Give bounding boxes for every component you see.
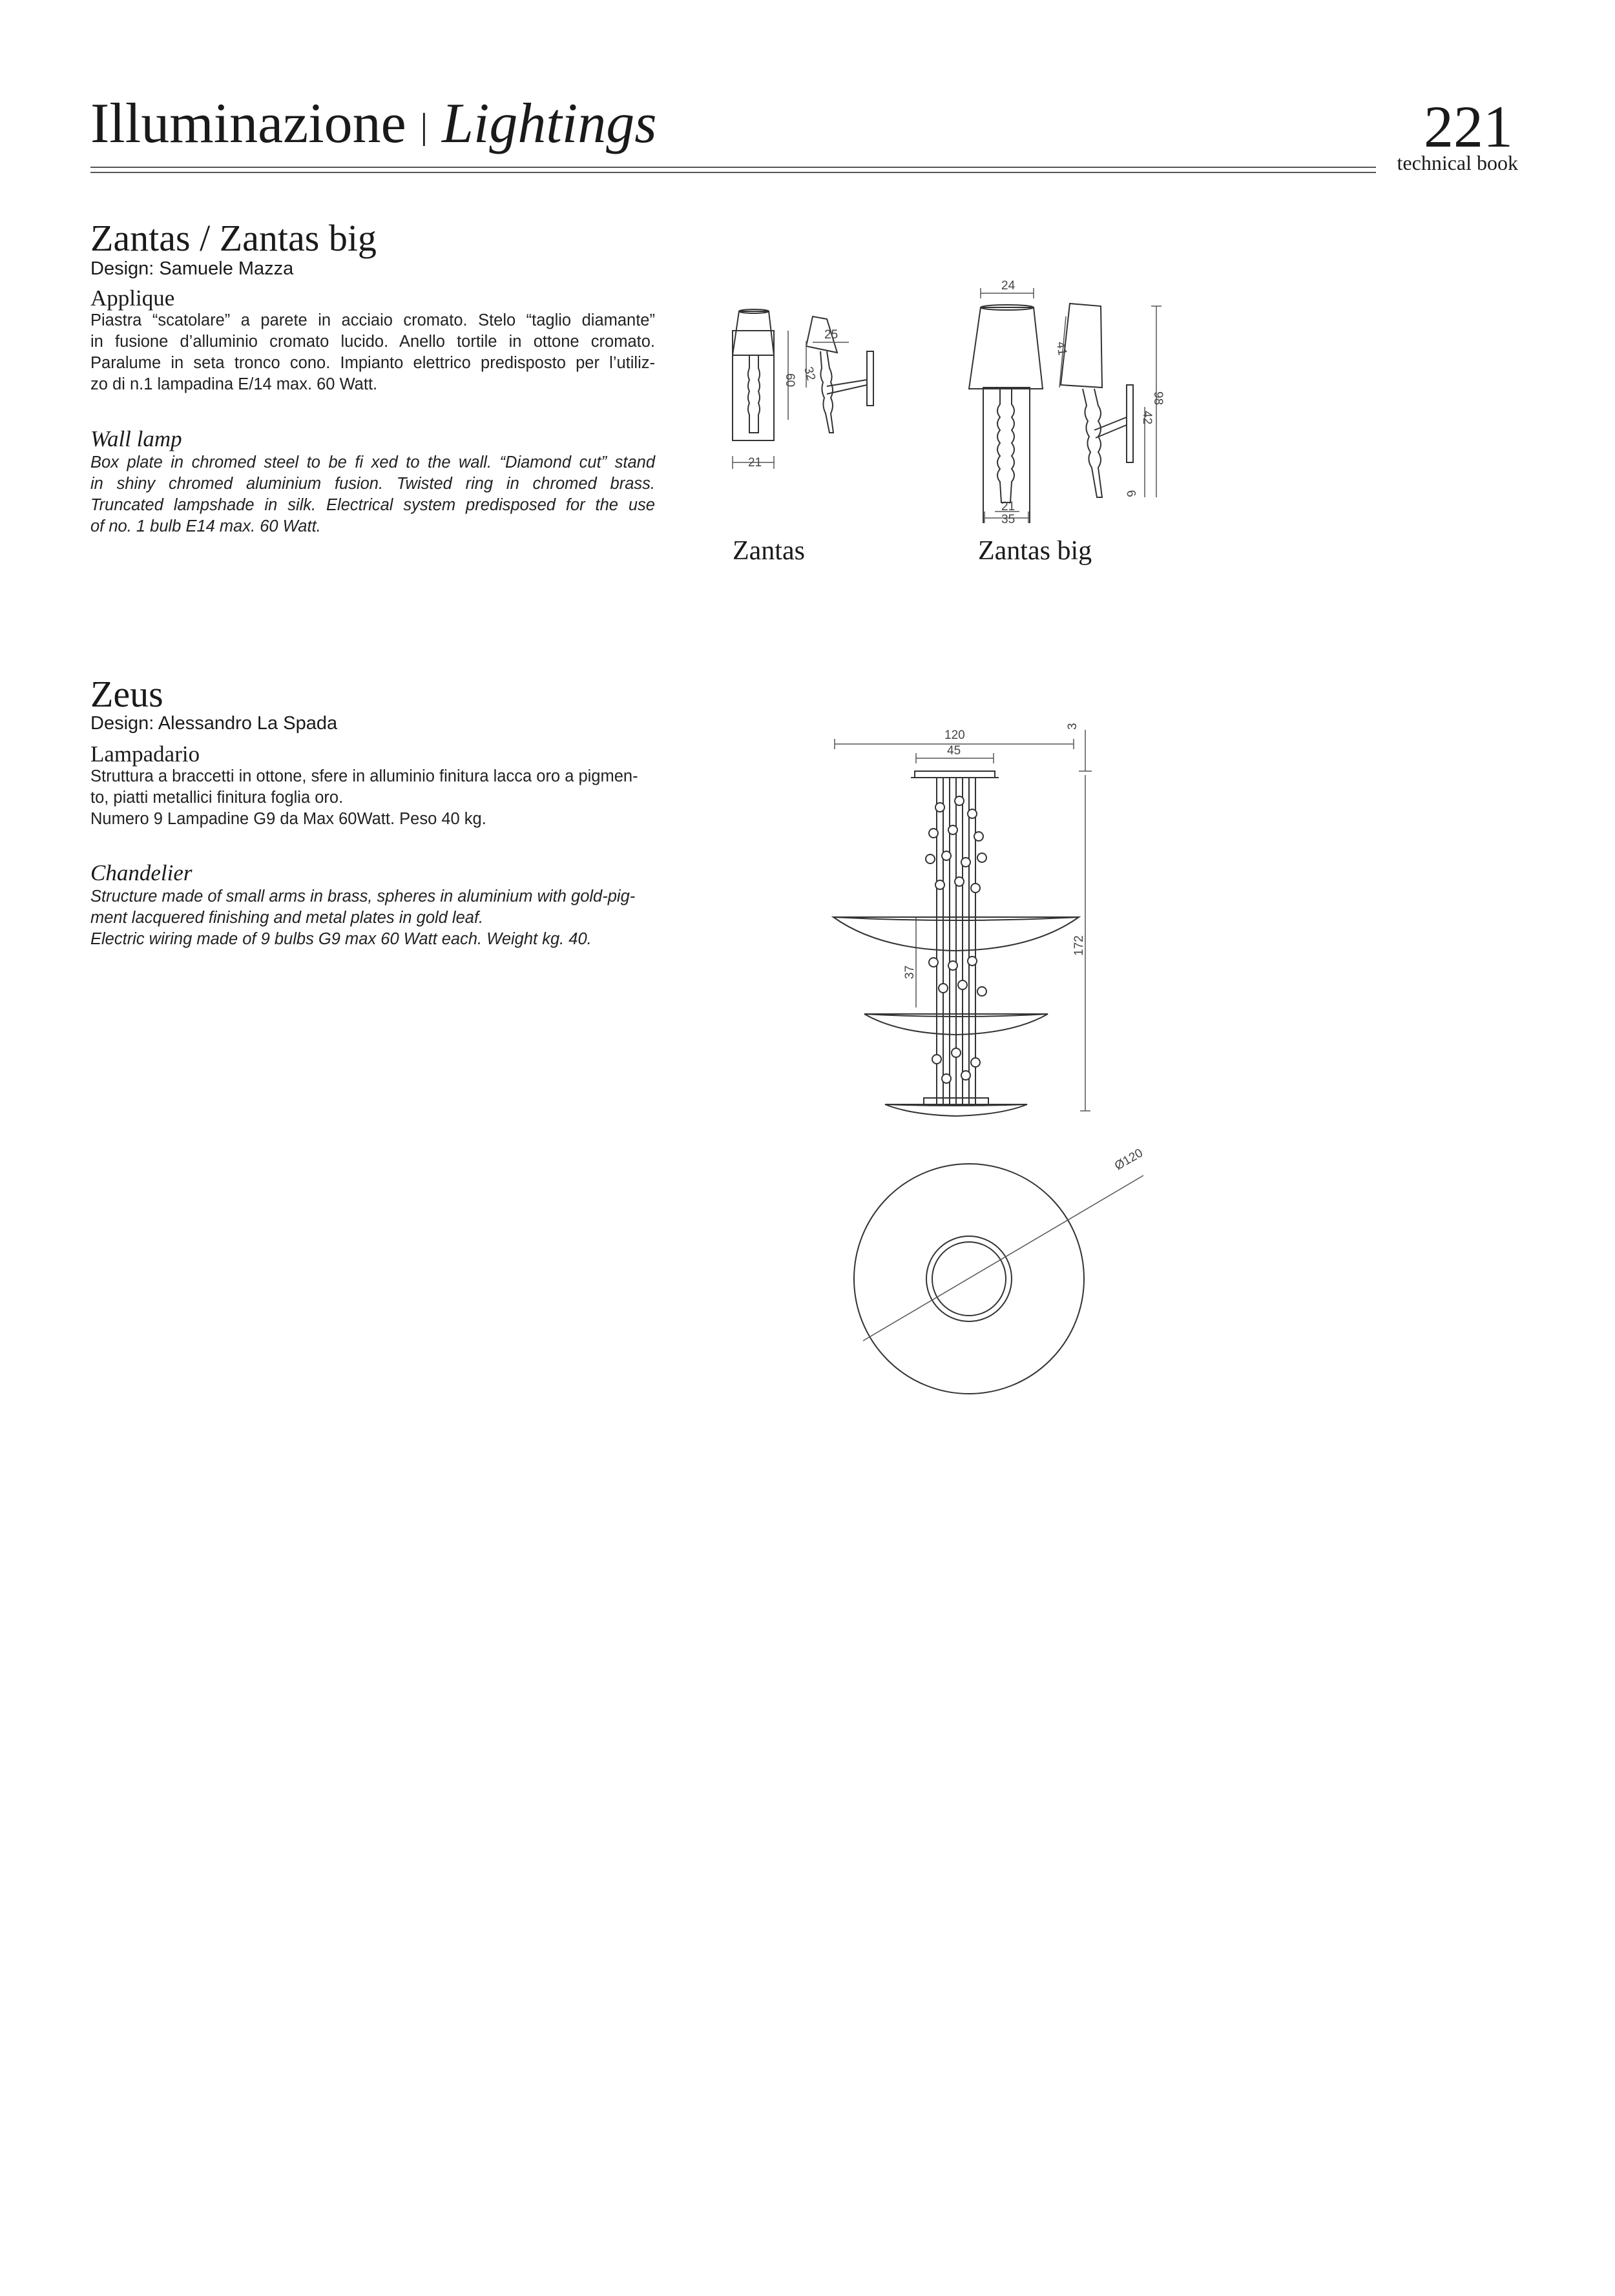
- type-en-zeus: Chandelier: [90, 860, 193, 885]
- dim-zantas-shade-height: 32: [801, 365, 818, 382]
- text-line: in shiny chromed aluminium fusion. Twisted ring in chromed brass.: [90, 475, 655, 493]
- description-it-zantas: [90, 310, 655, 395]
- text-line: Piastra “scatolare” a parete in acciaio cromato. Stelo “taglio diamante”: [90, 311, 655, 329]
- title-english: Lightings: [441, 92, 657, 155]
- text-line: Struttura a braccetti in ottone, sfere in alluminio finitura lacca oro a pigmen-: [90, 767, 638, 785]
- dim-zeus-diameter: Ø120: [1112, 1146, 1145, 1174]
- dim-big-height: 98: [1151, 391, 1165, 406]
- text-line: Electric wiring made of 9 bulbs G9 max 60 Watt each. Weight kg. 40.: [90, 930, 592, 948]
- dim-zeus-tier: 37: [903, 965, 917, 979]
- title-separator: |: [420, 107, 428, 147]
- text-line: to, piatti metallici finitura foglia oro.: [90, 789, 344, 807]
- designer-zeus: Design: Alessandro La Spada: [90, 713, 338, 734]
- zeus-elevation-drawing: [820, 710, 1124, 1124]
- page-number: 221: [1424, 94, 1513, 160]
- caption-zantas-big: Zantas big: [978, 536, 1092, 566]
- zantas-technical-drawing: [724, 304, 891, 484]
- text-line: Box plate in chromed steel to be fi xed to the wall. “Diamond cut” stand: [90, 453, 655, 471]
- description-en-zantas: [90, 452, 655, 537]
- dim-big-projection: 6: [1123, 489, 1138, 499]
- product-name-zantas: Zantas / Zantas big: [90, 217, 377, 259]
- zeus-plan-drawing: [820, 1137, 1156, 1421]
- dim-zantas-width: 21: [748, 456, 762, 470]
- dim-big-shade-height: 41: [1054, 340, 1069, 357]
- dim-zeus-height: 172: [1072, 935, 1086, 956]
- title-italian: Illuminazione: [90, 92, 406, 155]
- dim-big-base-inner: 21: [1001, 500, 1016, 513]
- dim-zantas-shade: 25: [824, 328, 839, 342]
- zantas-big-technical-drawing: [963, 278, 1182, 523]
- text-line: Structure made of small arms in brass, spheres in aluminium with gold-pig-: [90, 887, 636, 905]
- dim-big-base: 35: [1001, 513, 1016, 523]
- caption-zantas: Zantas: [733, 536, 805, 566]
- designer-zantas: Design: Samuele Mazza: [90, 258, 294, 279]
- dim-big-shade-width: 24: [1001, 279, 1016, 293]
- text-line: in fusione d’alluminio cromato lucido. Anello tortile in ottone cromato.: [90, 333, 655, 351]
- type-it-zeus: Lampadario: [90, 741, 200, 767]
- text-line: Truncated lampshade in silk. Electrical system predisposed for the use: [90, 496, 655, 514]
- text-line: Paralume in seta tronco cono. Impianto elettrico predisposto per l’utiliz-: [90, 354, 655, 372]
- dim-zantas-height: 60: [783, 373, 797, 388]
- product-name-zeus: Zeus: [90, 673, 163, 715]
- description-it-zeus: [90, 766, 691, 830]
- text-line: Numero 9 Lampadine G9 da Max 60Watt. Peso 40 kg.: [90, 810, 486, 828]
- page-title: [90, 92, 657, 155]
- dim-big-stand: 42: [1140, 411, 1154, 425]
- header-rule-top: [90, 167, 1376, 168]
- dim-zeus-width: 120: [944, 729, 965, 742]
- dim-zeus-canopy-height: 3: [1066, 723, 1079, 730]
- type-en-zantas: Wall lamp: [90, 426, 182, 451]
- text-line: zo di n.1 lampadina E/14 max. 60 Watt.: [90, 375, 378, 393]
- dim-zeus-canopy: 45: [947, 744, 961, 758]
- book-label: technical book: [1397, 151, 1518, 174]
- text-line: of no. 1 bulb E14 max. 60 Watt.: [90, 517, 321, 535]
- header-rule-bottom: [90, 172, 1376, 173]
- description-en-zeus: [90, 886, 691, 950]
- type-it-zantas: Applique: [90, 285, 175, 311]
- text-line: ment lacquered finishing and metal plates in gold leaf.: [90, 909, 484, 927]
